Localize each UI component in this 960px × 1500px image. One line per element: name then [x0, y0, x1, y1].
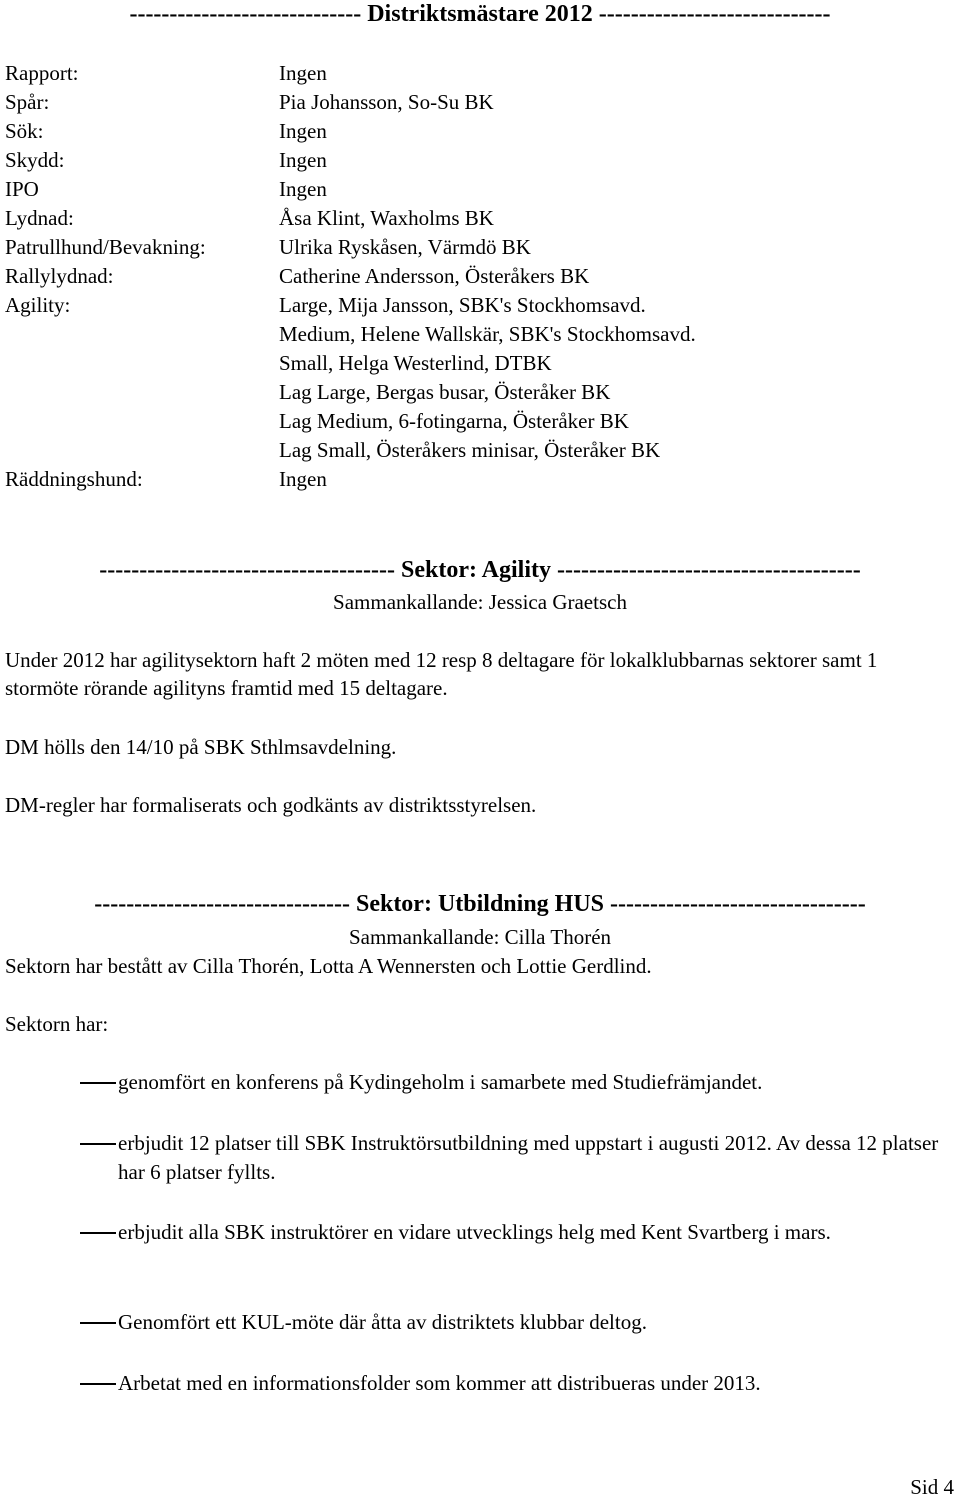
champion-value: Ingen: [279, 467, 327, 491]
champion-row: [5, 291, 955, 320]
champion-value: Ingen: [279, 148, 327, 172]
champion-row: [5, 465, 955, 494]
list-item-text: erbjudit alla SBK instruktörer en vidare utvecklings helg med Kent Svartberg i mars.: [118, 1220, 831, 1244]
category-label: Spår:: [5, 90, 50, 114]
dash-bullet-icon: [80, 1143, 116, 1145]
category-label: Rapport:: [5, 61, 79, 85]
champion-value: Pia Johansson, So-Su BK: [279, 90, 494, 114]
section-heading-agility: ------------------------------------- Sektor: Agility --------------------------------------: [99, 557, 861, 583]
section-heading-district-champions: ----------------------------- Distriktsmästare 2012 -----------------------------: [129, 1, 831, 27]
champion-row: [5, 117, 955, 146]
page-number: Sid 4: [910, 1475, 954, 1499]
category-label: Sök:: [5, 119, 44, 143]
champion-row: [5, 204, 955, 233]
champion-value: Lag Medium, 6-fotingarna, Österåker BK: [279, 409, 629, 433]
champion-row: [5, 262, 955, 291]
education-members: Sektorn har bestått av Cilla Thorén, Lotta A Wennersten och Lottie Gerdlind.: [5, 954, 652, 978]
section-heading-education: -------------------------------- Sektor: Utbildning HUS --------------------------------: [94, 891, 866, 917]
champion-value: Lag Large, Bergas busar, Österåker BK: [279, 380, 611, 404]
champion-value: Lag Small, Österåkers minisar, Österåker BK: [279, 438, 661, 462]
category-label: Räddningshund:: [5, 467, 143, 491]
category-label: Skydd:: [5, 148, 65, 172]
agility-paragraph: DM hölls den 14/10 på SBK Sthlmsavdelning.: [5, 735, 397, 759]
champion-value: Catherine Andersson, Österåkers BK: [279, 264, 590, 288]
champion-value: Ingen: [279, 119, 327, 143]
champion-value: Ulrika Ryskåsen, Värmdö BK: [279, 235, 531, 259]
champion-value: Large, Mija Jansson, SBK's Stockhomsavd.: [279, 293, 646, 317]
champion-value: Medium, Helene Wallskär, SBK's Stockhomsavd.: [279, 322, 696, 346]
category-label: Agility:: [5, 293, 71, 317]
agility-paragraph: DM-regler har formaliserats och godkänts av distriktsstyrelsen.: [5, 793, 537, 817]
category-label: Lydnad:: [5, 206, 74, 230]
champion-value: Ingen: [279, 177, 327, 201]
champion-row: [5, 88, 955, 117]
dash-bullet-icon: [80, 1232, 116, 1234]
dash-bullet-icon: [80, 1082, 116, 1084]
champion-row: [5, 233, 955, 262]
champion-value: Ingen: [279, 61, 327, 85]
category-label: IPO: [5, 177, 39, 201]
list-item-text: Genomfört ett KUL-möte där åtta av distriktets klubbar deltog.: [118, 1310, 647, 1334]
dash-bullet-icon: [80, 1383, 116, 1385]
champion-row-continuation: [5, 349, 955, 378]
category-label: Patrullhund/Bevakning:: [5, 235, 206, 259]
agility-convener: Sammankallande: Jessica Graetsch: [333, 590, 627, 614]
champion-row: [5, 146, 955, 175]
agility-paragraph: Under 2012 har agilitysektorn haft 2 möten med 12 resp 8 deltagare för lokalklubbarnas sektorer samt 1 stormöte rörande agilityns framtid med 15 deltagare.: [5, 648, 878, 700]
category-label: Rallylydnad:: [5, 264, 114, 288]
champion-row-continuation: [5, 436, 955, 465]
champion-value: Small, Helga Westerlind, DTBK: [279, 351, 552, 375]
champion-row-continuation: [5, 407, 955, 436]
dash-bullet-icon: [80, 1322, 116, 1324]
list-item-text: Arbetat med en informationsfolder som kommer att distribueras under 2013.: [118, 1371, 761, 1395]
champion-row-continuation: [5, 320, 955, 349]
champion-row-continuation: [5, 378, 955, 407]
champion-row: [5, 175, 955, 204]
education-convener: Sammankallande: Cilla Thorén: [348, 925, 612, 949]
champion-value: Åsa Klint, Waxholms BK: [279, 206, 494, 230]
list-item-text: genomfört en konferens på Kydingeholm i samarbete med Studiefrämjandet.: [118, 1070, 763, 1094]
education-intro: Sektorn har:: [5, 1012, 109, 1036]
champion-row: [5, 59, 955, 88]
list-item-text: erbjudit 12 platser till SBK Instruktörsutbildning med uppstart i augusti 2012. Av dessa 12 platser har 6 platser fyllts.: [118, 1131, 939, 1184]
